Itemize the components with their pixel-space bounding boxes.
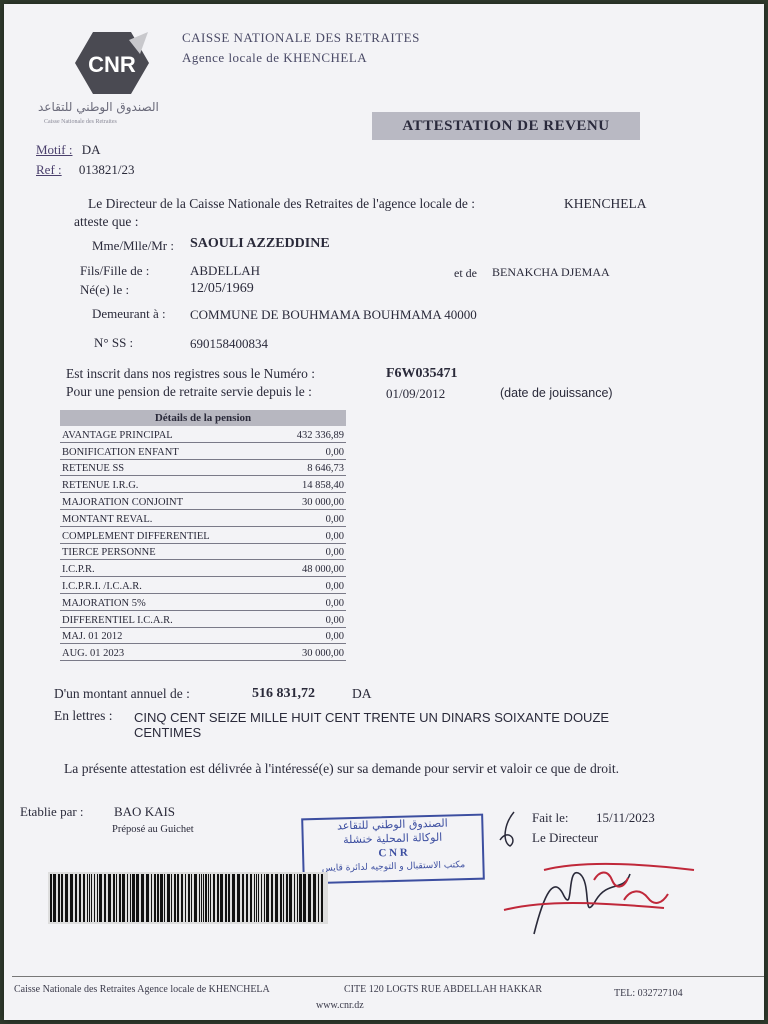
row-label: AUG. 01 2023 [62, 648, 125, 660]
registered-label: Est inscrit dans nos registres sous le Numéro : [66, 366, 315, 381]
name-value: SAOULI AZZEDDINE [190, 236, 330, 251]
table-row [60, 644, 346, 661]
letters-line2: CENTIMES [134, 725, 202, 740]
row-value: 0,00 [325, 597, 344, 609]
row-value: 0,00 [325, 614, 344, 626]
table-row [60, 560, 346, 577]
letters-label: En lettres : [54, 708, 113, 723]
row-label: RETENUE SS [62, 463, 125, 475]
ref-label: Ref : [36, 162, 62, 177]
table-header: Détails de la pension [60, 410, 346, 426]
stamp-line3: C N R [378, 846, 408, 860]
cnr-logo-icon [74, 30, 150, 96]
org-name: CAISSE NATIONALE DES RETRAITES [182, 30, 420, 45]
row-value: 0,00 [325, 631, 344, 643]
row-value: 0,00 [325, 446, 344, 458]
motif-label: Motif : [36, 142, 73, 157]
row-value: 0,00 [325, 513, 344, 525]
row-value: 0,00 [325, 547, 344, 559]
pension-label: Pour une pension de retraite servie depuis le : [66, 384, 312, 399]
statement-text: La présente attestation est délivrée à l'intéressé(e) sur sa demande pour servir et valoir ce que de droit. [64, 761, 620, 776]
footer-website: www.cnr.dz [316, 1000, 364, 1011]
row-label: MONTANT REVAL. [62, 513, 153, 525]
row-label: I.C.P.R. [62, 564, 95, 576]
table-row [60, 426, 346, 443]
stamp-line4: مكتب الاستقبال و التوجيه لدائرة قايس [321, 860, 466, 874]
etablie-label: Etablie par : [20, 804, 84, 819]
intro-line1: Le Directeur de la Caisse Nationale des Retraites de l'agence locale de : [88, 196, 476, 211]
row-value: 30 000,00 [302, 648, 344, 660]
fait-value: 15/11/2023 [596, 810, 655, 825]
address-label: Demeurant à : [92, 306, 166, 321]
row-label: DIFFERENTIEL I.C.A.R. [62, 614, 173, 626]
intro-line2: atteste que : [74, 214, 139, 229]
latin-small-name: Caisse Nationale des Retraites [44, 119, 117, 125]
pension-note: (date de jouissance) [500, 386, 613, 400]
amount-label: D'un montant annuel de : [54, 686, 190, 701]
table-row [60, 544, 346, 561]
table-row [60, 527, 346, 544]
father-label: Fils/Fille de : [80, 263, 150, 278]
letters-line1: CINQ CENT SEIZE MILLE HUIT CENT TRENTE UN DINARS SOIXANTE DOUZE [134, 710, 610, 725]
intro-agency: KHENCHELA [564, 196, 647, 211]
row-label: I.C.P.R.I. /I.C.A.R. [62, 580, 142, 592]
document-title: ATTESTATION DE REVENU [372, 112, 640, 140]
amount-currency: DA [352, 686, 372, 701]
row-value: 48 000,00 [302, 564, 344, 576]
row-label: MAJ. 01 2012 [62, 631, 123, 643]
arabic-org-name: الصندوق الوطني للتقاعد [38, 100, 159, 114]
document-page [4, 4, 764, 1020]
row-value: 0,00 [325, 530, 344, 542]
registered-value: F6W035471 [386, 366, 458, 381]
row-value: 14 858,40 [302, 480, 344, 492]
footer-address: CITE 120 LOGTS RUE ABDELLAH HAKKAR [344, 984, 543, 995]
ss-value: 690158400834 [190, 336, 268, 351]
row-label: MAJORATION CONJOINT [62, 496, 184, 508]
table-row [60, 628, 346, 645]
amount-value: 516 831,72 [252, 686, 315, 701]
table-row [60, 493, 346, 510]
stamp-line1: الصندوق الوطني للتقاعد [336, 816, 448, 833]
mother-value: BENAKCHA DJEMAA [492, 265, 610, 279]
handwritten-signature-icon [474, 804, 734, 954]
row-label: COMPLEMENT DIFFERENTIEL [62, 530, 210, 542]
row-value: 0,00 [325, 580, 344, 592]
agency-line: Agence locale de KHENCHELA [182, 50, 368, 65]
father-value: ABDELLAH [190, 263, 261, 278]
role-text: Préposé au Guichet [112, 824, 194, 835]
row-value: 30 000,00 [302, 496, 344, 508]
table-row [60, 476, 346, 493]
logo-text: CNR [88, 52, 136, 77]
footer-divider [12, 976, 764, 977]
row-label: AVANTAGE PRINCIPAL [62, 429, 173, 441]
ref-value: 013821/23 [78, 162, 135, 177]
table-row [60, 460, 346, 477]
table-row [60, 510, 346, 527]
row-label: BONIFICATION ENFANT [62, 446, 179, 458]
motif-row [36, 142, 101, 158]
footer-left: Caisse Nationale des Retraites Agence locale de KHENCHELA [14, 984, 270, 995]
row-label: RETENUE I.R.G. [62, 480, 139, 492]
row-label: TIERCE PERSONNE [62, 547, 156, 559]
directeur-label: Le Directeur [532, 830, 599, 845]
row-value: 8 646,73 [307, 463, 344, 475]
row-label: MAJORATION 5% [62, 597, 146, 609]
address-value: COMMUNE DE BOUHMAMA BOUHMAMA 40000 [190, 307, 477, 322]
pension-table [60, 410, 346, 661]
born-label: Né(e) le : [80, 282, 130, 297]
ref-row [36, 162, 135, 178]
barcode-icon [48, 872, 328, 924]
table-row [60, 594, 346, 611]
mother-label: et de [454, 266, 477, 280]
table-row [60, 611, 346, 628]
fait-label: Fait le: [532, 810, 569, 825]
pension-date: 01/09/2012 [386, 386, 446, 401]
name-label: Mme/Mlle/Mr : [92, 238, 174, 253]
ss-label: N° SS : [94, 335, 134, 350]
motif-value: DA [81, 142, 101, 157]
born-value: 12/05/1969 [190, 281, 254, 296]
etablie-value: BAO KAIS [114, 804, 176, 819]
table-row [60, 577, 346, 594]
footer-tel: TEL: 032727104 [614, 988, 683, 999]
official-stamp [301, 814, 485, 885]
stamp-line2: الوكالة المحلية خنشلة [343, 830, 443, 847]
table-row [60, 443, 346, 460]
row-value: 432 336,89 [296, 429, 344, 441]
